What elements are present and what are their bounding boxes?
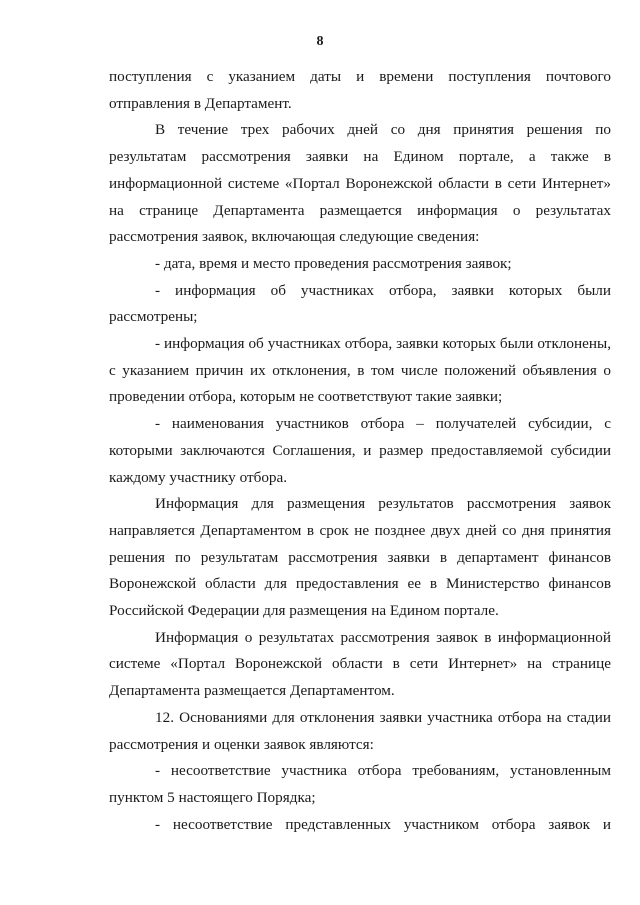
paragraph-results-transfer: Информация для размещения результатов рассмотрения заявок направляется Департаментом в срок не позднее двух дней со дня принятия решения по результатам рассмотрения заявки в департамент финансов Воронежской области для предоставления ее в Министерство финансов Российской Федерации для размещения на Едином портале.	[109, 495, 611, 620]
page-number: 8	[316, 34, 324, 49]
list-item-documents-mismatch: - несоответствие представленных участником отбора заявок и	[155, 815, 611, 833]
paragraph-results-publication: В течение трех рабочих дней со дня принятия решения по результатам рассмотрения заявки на Едином портале, а также в информационной системе «Портал Воронежской области в сети Интернет» на странице Департамента размещается информация о результатах рассмотрения заявок, включающая следующие сведения:	[109, 121, 611, 246]
paragraph-continuation: поступления с указанием даты и времени поступления почтового отправления в Департамент.	[109, 68, 611, 112]
list-item-rejected-participants: - информация об участниках отбора, заявки которых были отклонены, с указанием причин их отклонения, в том числе положений объявления о проведении отбора, которым не соответствуют такие заявки;	[109, 335, 611, 406]
paragraph-portal-publication: Информация о результатах рассмотрения заявок в информационной системе «Портал Воронежской области в сети Интернет» на странице Департамента размещается Департаментом.	[109, 628, 611, 700]
paragraph-item-12: 12. Основаниями для отклонения заявки участника отбора на стадии рассмотрения и оценки заявок являются:	[109, 708, 611, 753]
list-item-date-time-place: - дата, время и место проведения рассмотрения заявок;	[155, 254, 512, 272]
list-item-reviewed-participants: - информация об участниках отбора, заявки которых были рассмотрены;	[109, 281, 611, 326]
list-item-subsidy-recipients: - наименования участников отбора – получателей субсидии, с которыми заключаются Соглашения, и размер предоставляемой субсидии каждому участнику отбора.	[109, 415, 611, 486]
list-item-requirements-mismatch: - несоответствие участника отбора требованиям, установленным пунктом 5 настоящего Порядка;	[109, 762, 611, 806]
document-body	[109, 64, 611, 838]
